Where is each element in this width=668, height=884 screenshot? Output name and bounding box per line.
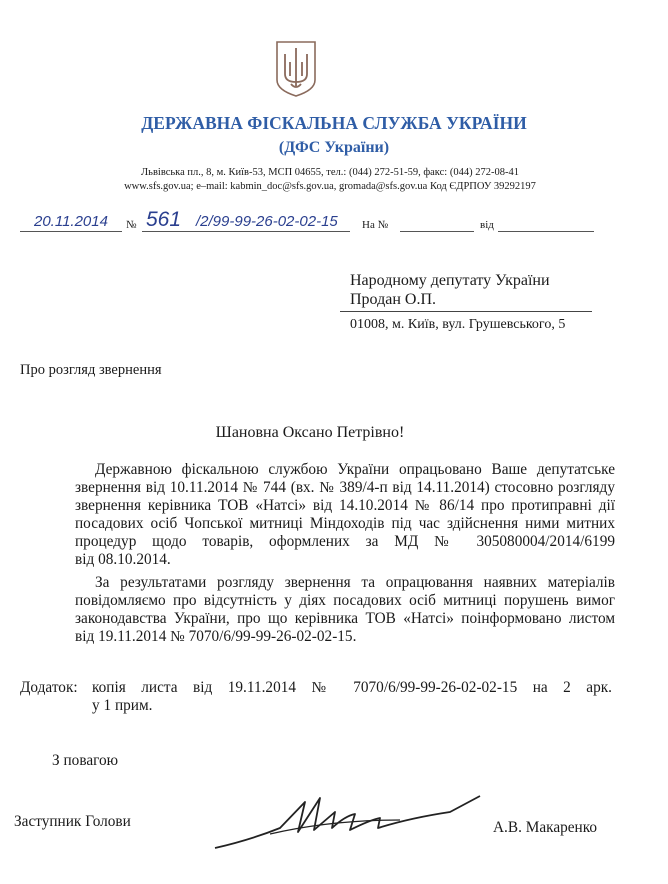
number-label: № xyxy=(126,219,137,231)
registration-date: 20.11.2014 xyxy=(34,213,108,230)
addressee-divider xyxy=(340,311,592,312)
paragraph-line: За результатами розгляду звернення та опрацювання наявних матеріалів xyxy=(95,574,615,591)
signatory-position: Заступник Голови xyxy=(14,813,131,830)
subject: Про розгляд звернення xyxy=(20,362,162,378)
coat-of-arms-emblem xyxy=(275,40,317,98)
org-name: ДЕРЖАВНА ФІСКАЛЬНА СЛУЖБА УКРАЇНИ xyxy=(141,113,527,133)
paragraph-line: від 19.11.2014 № 7070/6/99-99-26-02-02-15. xyxy=(75,628,357,645)
paragraph-line: від 08.10.2014. xyxy=(75,551,171,568)
salutation: Шановна Оксано Петрівно! xyxy=(215,424,405,441)
paragraph-line: звернення керівника ТОВ «Натсі» від 14.10.2014 № 86/14 про протиправні дії xyxy=(75,497,615,514)
addressee-name: Продан О.П. xyxy=(350,291,437,308)
paragraph-line: посадових осіб Чопської митниці Міндоходів під час здійснення ними митних xyxy=(75,515,615,532)
addressee-address: 01008, м. Київ, вул. Грушевського, 5 xyxy=(350,317,566,332)
signatory-name: А.В. Макаренко xyxy=(493,819,598,836)
attachment-line: у 1 прим. xyxy=(92,697,153,714)
org-short-name: (ДФС України) xyxy=(278,139,390,156)
paragraph-line: законодавства України, про що керівника ТОВ «Натсі» поінформовано листом xyxy=(75,610,615,627)
attachment-label: Додаток: xyxy=(20,679,78,696)
paragraph-line: повідомляємо про відсутність у діях посадових осіб митниці порушень вимог xyxy=(75,592,615,609)
paragraph-line: звернення від 10.11.2014 № 744 (вх. № 389/4-п від 14.11.2014) стосовно розгляду xyxy=(75,479,615,496)
org-address: Львівська пл., 8, м. Київ-53, МСП 04655, тел.: (044) 272-51-59, факс: (044) 272-08-41 xyxy=(141,167,519,178)
registration-number-suffix: /2/99-99-26-02-02-15 xyxy=(196,213,338,230)
registration-number: 561 xyxy=(146,208,182,231)
reply-date-label: від xyxy=(480,219,494,231)
paragraph-line: Державною фіскальною службою України опрацьовано Ваше депутатське xyxy=(95,461,615,478)
handwritten-signature xyxy=(210,790,490,855)
reply-number-label: На № xyxy=(362,219,389,231)
closing: З повагою xyxy=(52,752,119,769)
addressee-title: Народному депутату України xyxy=(350,272,550,289)
attachment-line: копія листа від 19.11.2014 № 7070/6/99-99-26-02-02-15 на 2 арк. xyxy=(92,679,612,696)
paragraph-line: процедур щодо товарів, оформлених за МД № 305080004/2014/6199 xyxy=(75,533,615,550)
org-contacts: www.sfs.gov.ua; e–mail: kabmin_doc@sfs.gov.ua, gromada@sfs.gov.ua Код ЄДРПОУ 39292197 xyxy=(124,181,536,192)
